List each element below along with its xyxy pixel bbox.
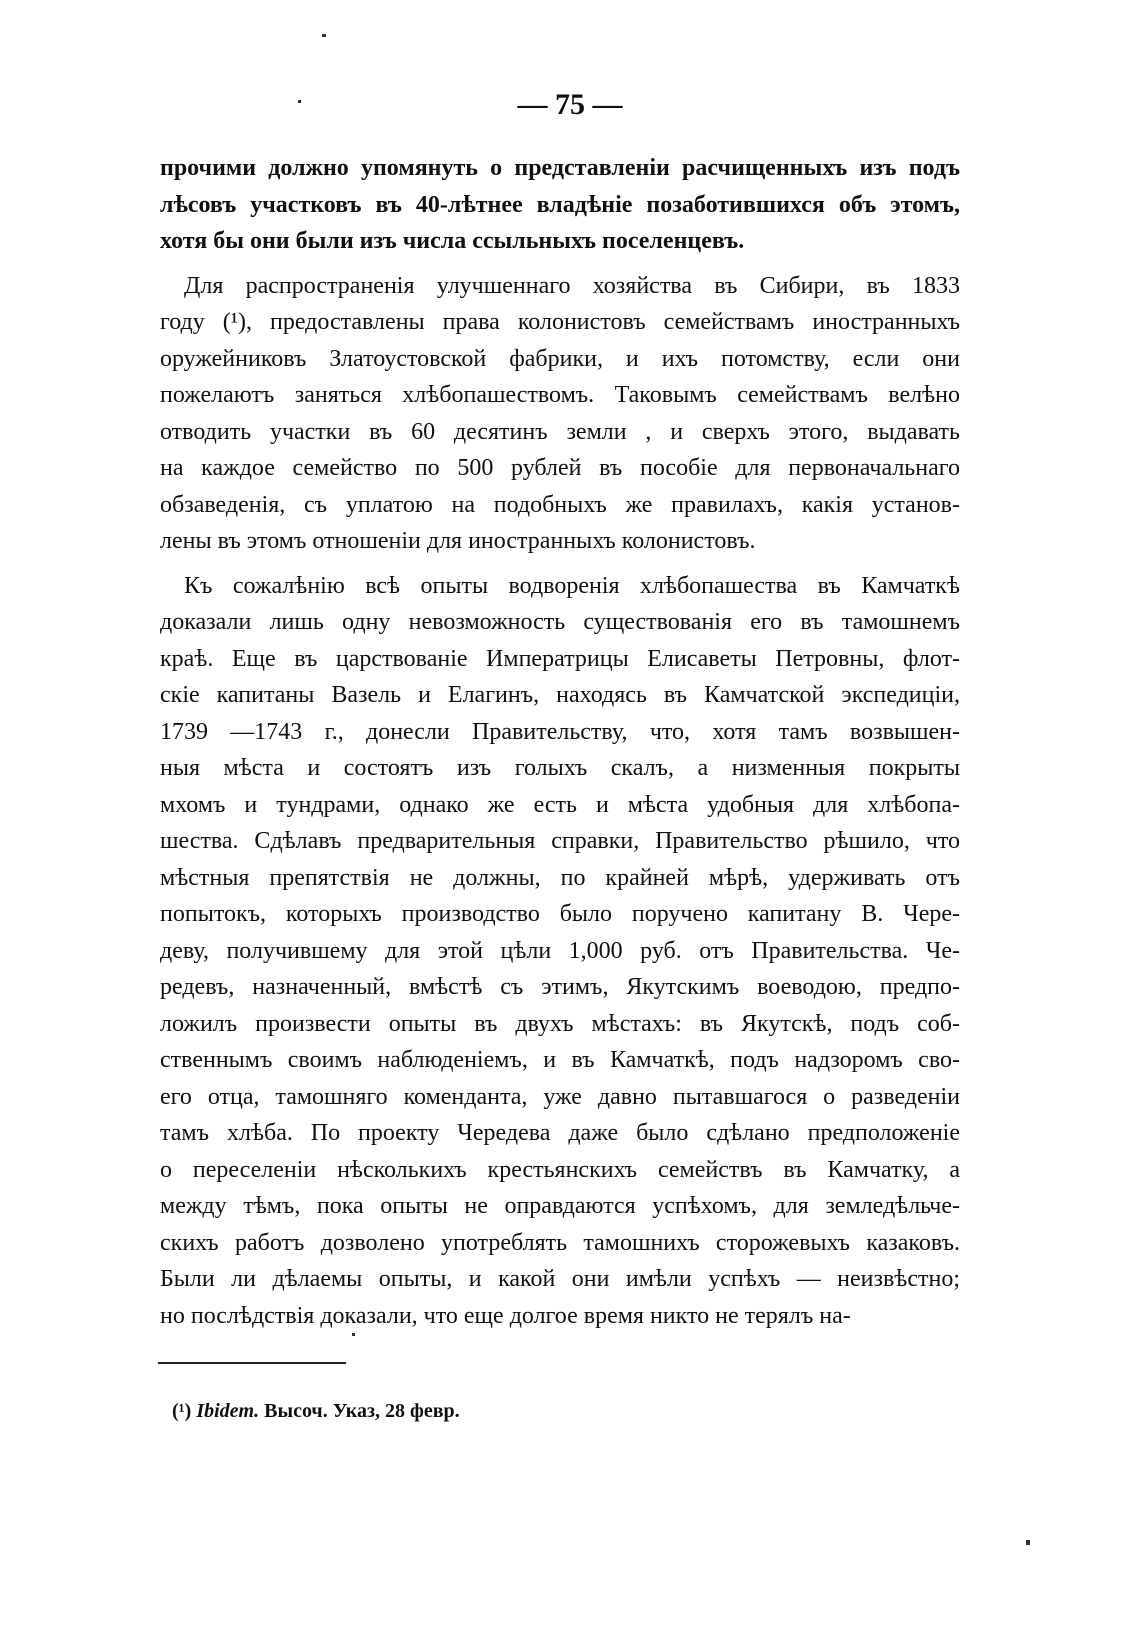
text-line: редевъ, назначенный, вмѣстѣ съ этимъ, Якутскимъ воеводою, предпо- [160, 974, 960, 1000]
text-line: но послѣдствiя доказали, что еще долгое время никто не терялъ на- [160, 1302, 851, 1329]
scan-speck [1026, 1540, 1030, 1545]
text-line: тамъ хлѣба. По проекту Чередева даже было сдѣлано предположенiе [160, 1120, 960, 1146]
text-line: лѣсовъ участковъ въ 40-лѣтнее владѣнiе позаботившихся объ этомъ, [160, 191, 960, 218]
paragraph-1 [160, 150, 960, 260]
text-line: обзаведенiя, съ уплатою на подобныхъ же правилахъ, какiя установ- [160, 491, 960, 518]
text-line: ложилъ произвести опыты въ двухъ мѣстахъ: въ Якутскѣ, подъ соб- [160, 1010, 960, 1037]
text-line: отводить участки въ 60 десятинъ земли , и сверхъ этого, выдавать [160, 418, 960, 445]
footnote-text: Высоч. Указ, 28 февр. [264, 1400, 460, 1422]
text-line: прочими должно упомянуть о представленiи расчищенныхъ изъ подъ [160, 155, 960, 181]
page-number: — 75 — [517, 88, 623, 121]
text-line: попытокъ, которыхъ производство было поручено капитану В. Чере- [160, 901, 960, 927]
text-line: мхомъ и тундрами, однако же есть и мѣста удобныя для хлѣбопа- [160, 791, 960, 818]
text-line: Были ли дѣлаемы опыты, и какой они имѣли успѣхъ — неизвѣстно; [160, 1266, 960, 1292]
text-line: его отца, тамошняго коменданта, уже давно пытавшагося о разведенiи [160, 1083, 960, 1110]
text-line: между тѣмъ, пока опыты не оправдаются успѣхомъ, для земледѣльче- [160, 1193, 960, 1219]
text-line: скихъ работъ дозволено употреблять тамошнихъ сторожевыхъ казаковъ. [160, 1229, 960, 1256]
text-line: хотя бы они были изъ числа ссыльныхъ поселенцевъ. [160, 228, 745, 254]
scan-speck [298, 100, 301, 103]
scan-speck [352, 1333, 355, 1336]
text-line: краѣ. Еще въ царствованiе Императрицы Елисаветы Петровны, флот- [160, 645, 960, 672]
text-line: Для распространенiя улучшеннаго хозяйства въ Сибири, въ 1833 [184, 272, 960, 299]
text-line: ственнымъ своимъ наблюденiемъ, и въ Камчаткѣ, подъ надзоромъ сво- [160, 1047, 960, 1073]
footnote [172, 1400, 460, 1423]
text-line: на каждое семейство по 500 рублей въ пособiе для первоначальнаго [160, 455, 960, 481]
body-text [160, 150, 960, 1342]
text-line: о переселенiи нѣсколькихъ крестьянскихъ семействъ въ Камчатку, а [160, 1156, 960, 1183]
text-line: шества. Сдѣлавъ предварительныя справки, Правительство рѣшило, что [160, 828, 960, 854]
text-line: 1739 —1743 г., донесли Правительству, что, хотя тамъ возвышен- [160, 718, 960, 745]
text-line: деву, получившему для этой цѣли 1,000 руб. отъ Правительства. Че- [160, 937, 960, 964]
text-line: ныя мѣста и состоятъ изъ голыхъ скалъ, а низменныя покрыты [160, 755, 960, 781]
text-line: Къ сожалѣнiю всѣ опыты водворенiя хлѣбопашества въ Камчаткѣ [184, 572, 960, 599]
text-line: скiе капитаны Вазель и Елагинъ, находясь въ Камчатской экспедицiи, [160, 682, 960, 708]
scan-speck [322, 34, 326, 37]
footnote-source: Ibidem. [196, 1400, 260, 1422]
text-line: пожелаютъ заняться хлѣбопашествомъ. Таковымъ семействамъ велѣно [160, 382, 960, 408]
text-line: оружейниковъ Златоустовской фабрики, и ихъ потомству, если они [160, 345, 960, 372]
text-line: мѣстныя препятствiя не должны, по крайней мѣрѣ, удерживать отъ [160, 864, 960, 891]
text-line: году (¹), предоставлены права колонистовъ семействамъ иностранныхъ [160, 309, 960, 335]
paragraph-2 [160, 268, 960, 560]
paragraph-3 [160, 568, 960, 1335]
text-line: доказали лишь одну невозможность существованiя его въ тамошнемъ [160, 609, 960, 635]
text-line: лены въ этомъ отношенiи для иностранныхъ колонистовъ. [160, 528, 756, 554]
footnote-mark: (¹) [172, 1400, 192, 1422]
footnote-divider [158, 1362, 346, 1364]
